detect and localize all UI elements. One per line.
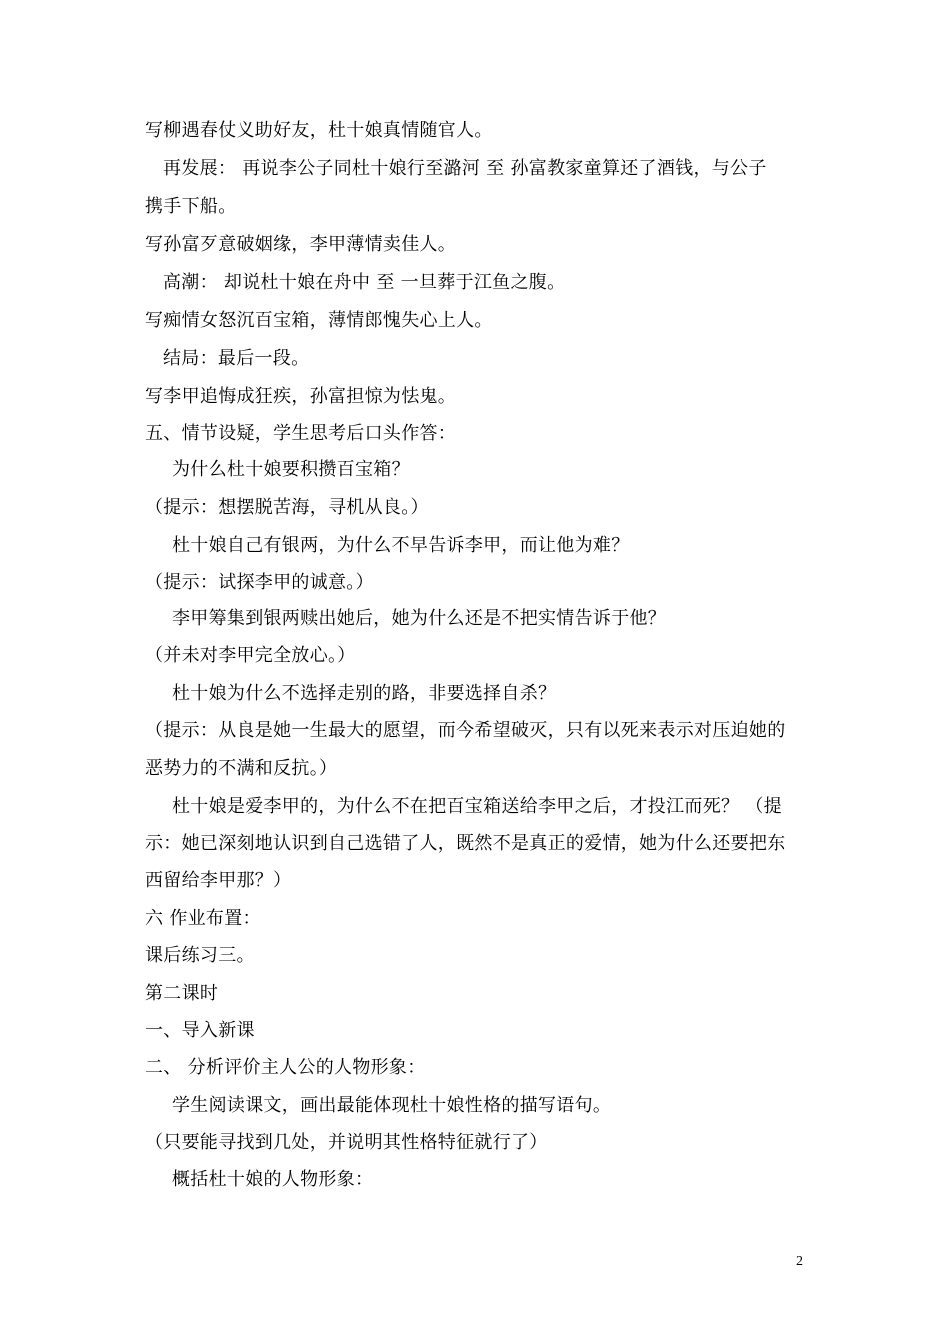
section-heading: 二、 分析评价主人公的人物形象： (145, 1057, 426, 1078)
section-heading: 一、导入新课 (145, 1020, 255, 1041)
text-line: 写孙富歹意破姻缘，李甲薄情卖佳人。 (145, 234, 457, 255)
hint: 西留给李甲那？） (145, 870, 292, 891)
hint: 恶势力的不满和反抗。） (145, 758, 338, 779)
question: 杜十娘为什么不选择走别的路，非要选择自杀？ (172, 683, 557, 704)
question: 杜十娘是爱李甲的，为什么不在把百宝箱送给李甲之后，才投江而死？ （提 (172, 796, 782, 817)
text-line: 结局：最后一段。 (163, 348, 310, 369)
hint: （并未对李甲完全放心。） (145, 645, 356, 666)
hint: （提示：想摆脱苦海，寻机从良。） (145, 497, 429, 518)
hint: 示：她已深刻地认识到自己选错了人，既然不是真正的爱情，她为什么还要把东 (145, 833, 786, 854)
hint: （提示：试探李甲的诚意。） (145, 572, 374, 593)
text-line: 课后练习三。 (145, 945, 255, 966)
question: 杜十娘自己有银两，为什么不早告诉李甲，而让他为难？ (172, 535, 630, 556)
text-line: 高潮： 却说杜十娘在舟中 至 一旦葬于江鱼之腹。 (163, 272, 566, 293)
text-line: 写柳遇春仗义助好友，杜十娘真情随官人。 (145, 120, 493, 141)
question: 李甲筹集到银两赎出她后，她为什么还是不把实情告诉于他？ (172, 608, 667, 629)
text-line: 写李甲追悔成狂疾，孙富担惊为怯鬼。 (145, 386, 457, 407)
text-line: 概括杜十娘的人物形象： (172, 1169, 374, 1190)
lesson-heading: 第二课时 (145, 983, 219, 1004)
section-heading: 五、情节设疑，学生思考后口头作答： (145, 423, 457, 444)
question: 为什么杜十娘要积攒百宝箱？ (172, 459, 410, 480)
text-line: 携手下船。 (145, 196, 237, 217)
hint: （提示：从良是她一生最大的愿望，而今希望破灭，只有以死来表示对压迫她的 (145, 720, 786, 741)
text-line: 再发展： 再说李公子同杜十娘行至潞河 至 孙富教家童算还了酒钱，与公子 (163, 158, 767, 179)
section-heading: 六 作业布置： (145, 908, 261, 929)
text-line: 写痴情女怒沉百宝箱，薄情郎愧失心上人。 (145, 310, 493, 331)
hint: （只要能寻找到几处，并说明其性格特征就行了） (145, 1132, 548, 1153)
page-number: 2 (796, 1254, 803, 1269)
text-line: 学生阅读课文，画出最能体现杜十娘性格的描写语句。 (172, 1095, 612, 1116)
